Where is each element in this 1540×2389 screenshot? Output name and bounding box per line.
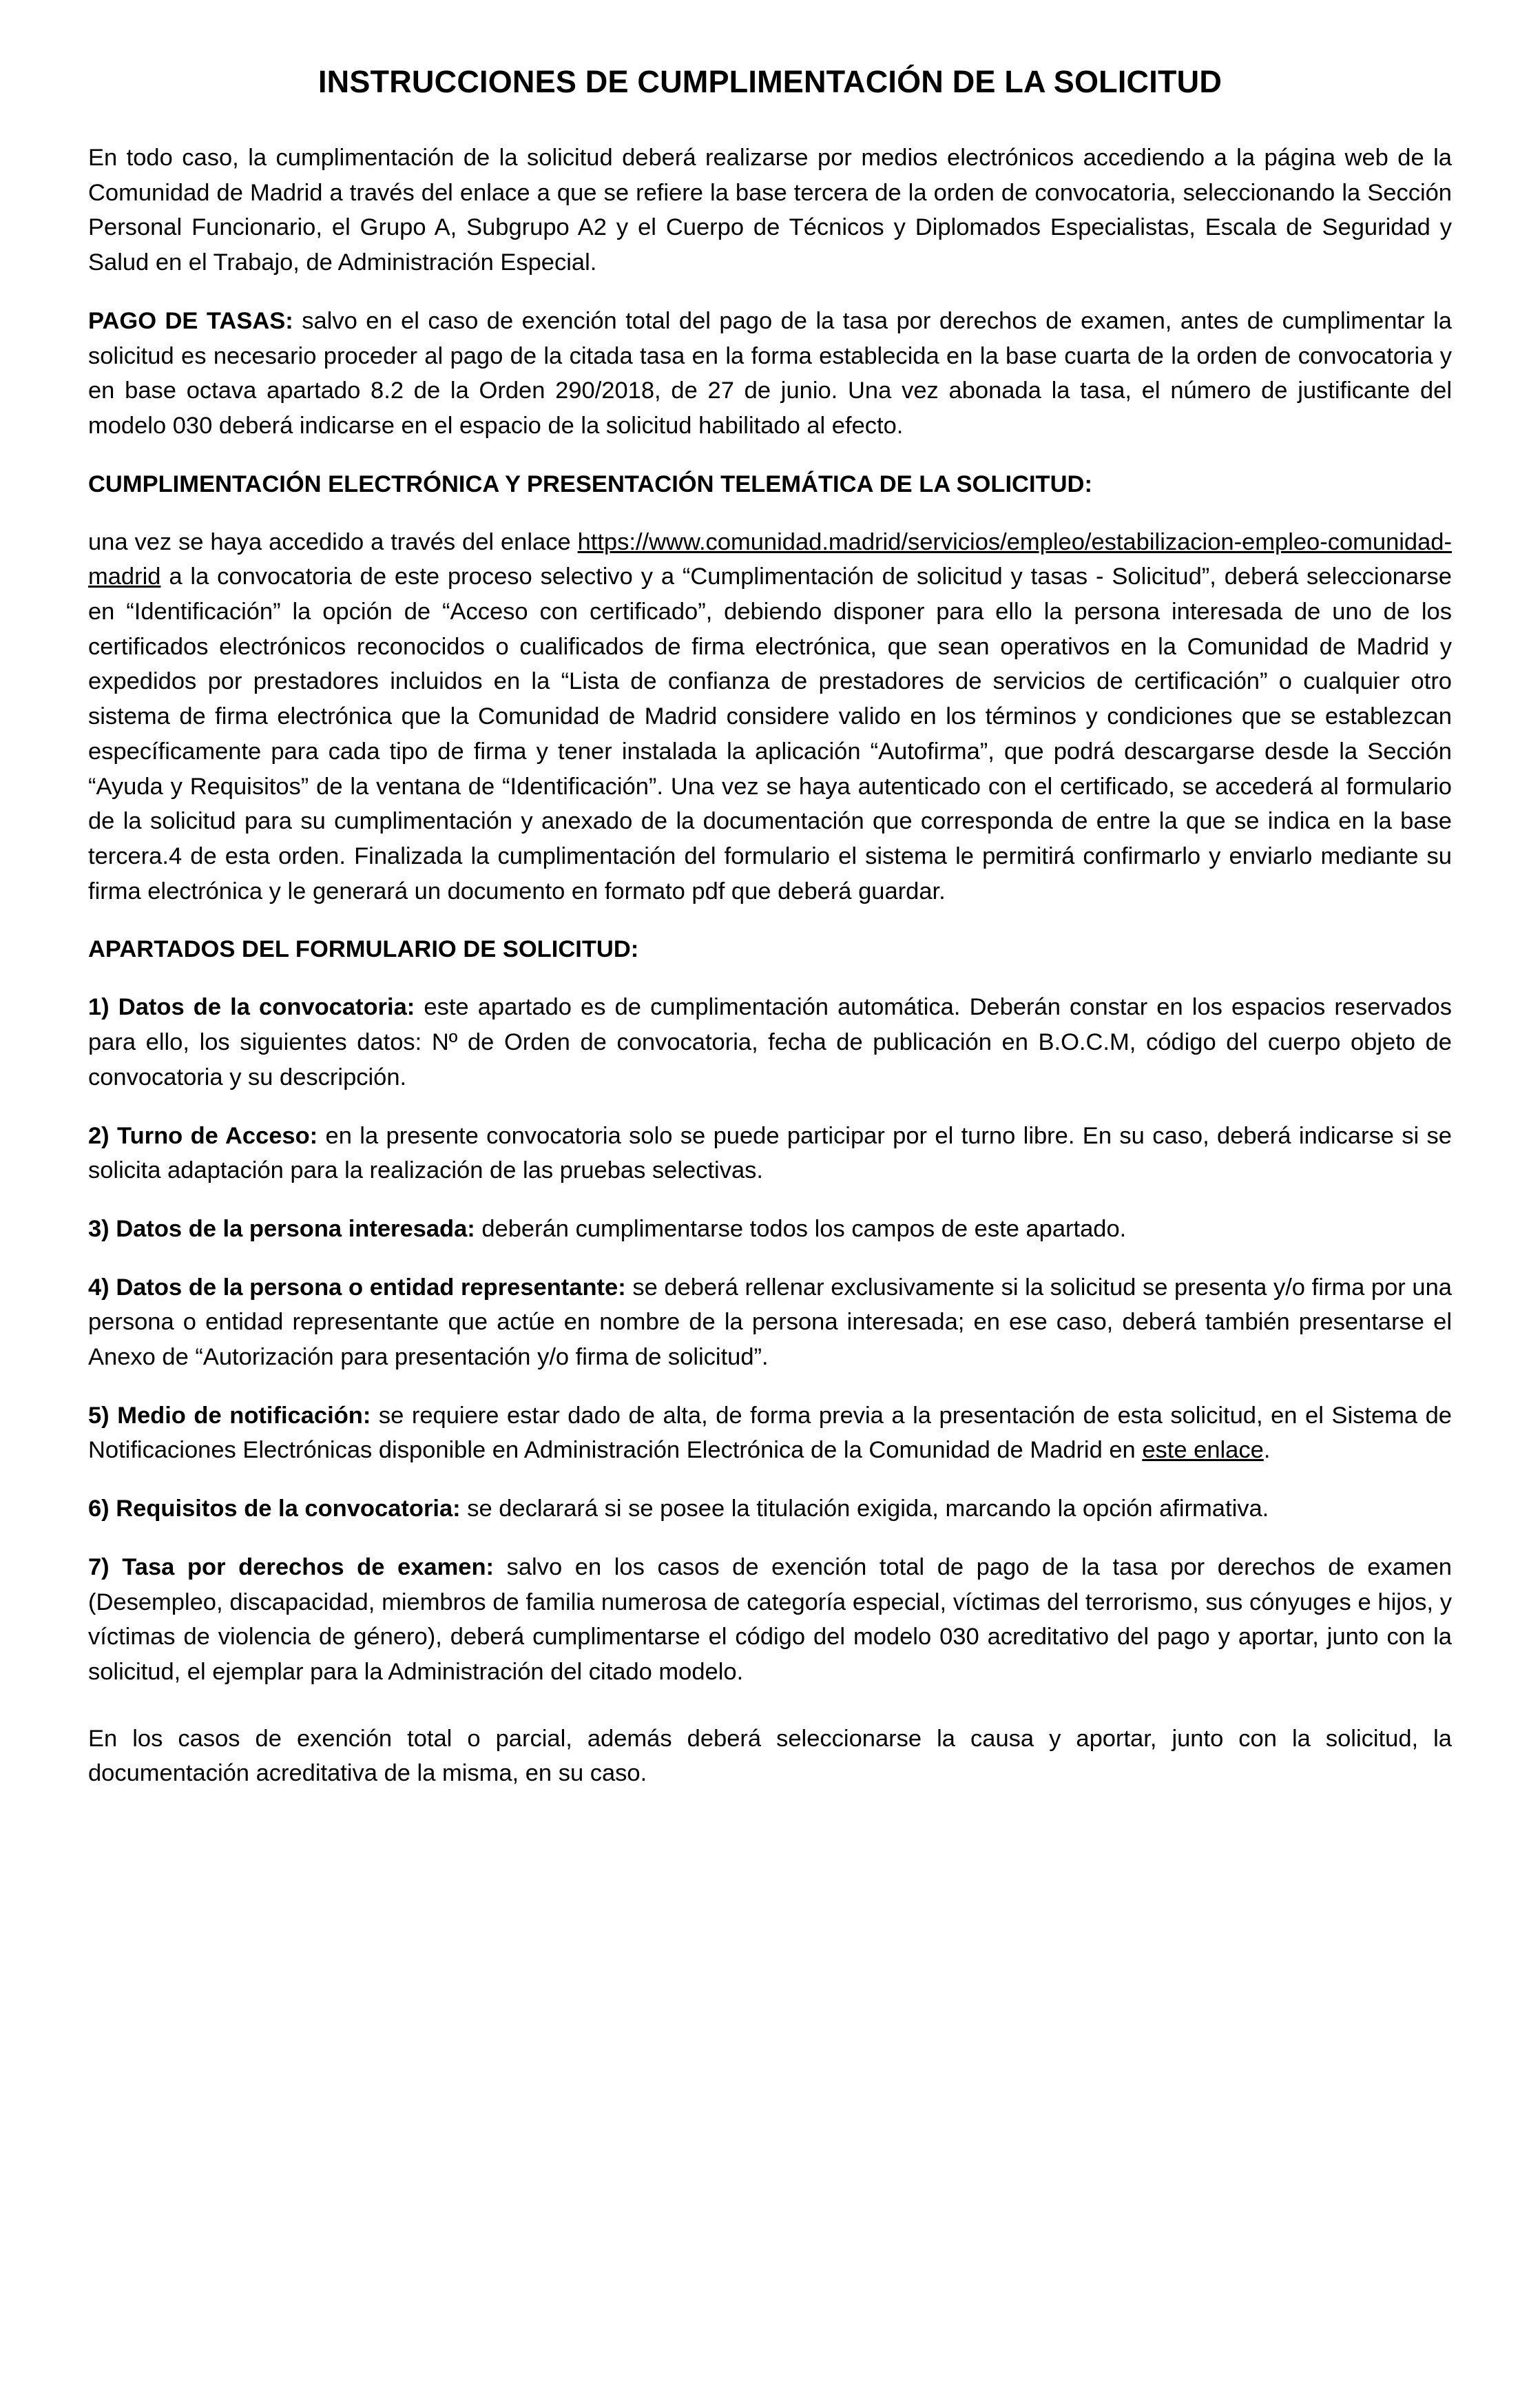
paragraph-closing: En los casos de exención total o parcial, además deberá seleccionarse la causa y aportar, junto con la solicitud, la documentación acreditativa de la misma, en su caso. (88, 1725, 1452, 1787)
item-body: salvo en los casos de exención total de pago de la tasa por derechos de examen (Desempleo, discapacidad, miembros de familia numerosa de categoría especial, víctimas del terrorismo, sus cónyuges e hijos, y víctimas de violencia de género), deberá cumplimentarse el código del modelo 030 acreditativo del pago y aportar, junto con la solicitud, el ejemplar para la Administración del citado modelo. (88, 1553, 1452, 1685)
cumplimentacion-pre-link: una vez se haya accedido a través del enlace (88, 528, 578, 555)
paragraph-intro: En todo caso, la cumplimentación de la solicitud deberá realizarse por medios electrónicos accediendo a la página web de la Comunidad de Madrid a través del enlace a que se refiere la base tercera de la orden de convocatoria, seleccionando la Sección Personal Funcionario, el Grupo A, Subgrupo A2 y el Cuerpo de Técnicos y Diplomados Especialistas, Escala de Seguridad y Salud en el Trabajo, de Administración Especial. (88, 145, 1452, 276)
item-body: se deberá rellenar exclusivamente si la solicitud se presenta y/o firma por una persona o entidad representante que actúe en nombre de la persona interesada; en ese caso, deberá también presentarse el Anexo de “Autorización para presentación y/o firma de solicitud”. (88, 1274, 1452, 1371)
list-item (88, 1270, 1452, 1375)
item-lead: 1) Datos de la convocatoria: (88, 994, 415, 1021)
list-item (88, 1491, 1452, 1527)
list-item (88, 1550, 1452, 1690)
item-body: deberán cumplimentarse todos los campos de este apartado. (475, 1215, 1127, 1242)
list-item (88, 1398, 1452, 1468)
item-body-pre: se requiere estar dado de alta, de forma previa a la presentación de esta solicitud, en el Sistema de Notificaciones Electrónicas disponible en Administración Electrónica de la Comunidad de Madrid en (88, 1402, 1452, 1464)
item-body-post: . (1263, 1437, 1271, 1464)
list-item (88, 1212, 1452, 1247)
pago-tasas-lead: PAGO DE TASAS: (88, 307, 293, 334)
item-body: este apartado es de cumplimentación automática. Deberán constar en los espacios reservados para ello, los siguientes datos: Nº de Orden de convocatoria, fecha de publicación en B.O.C.M, código del cuerpo objeto de convocatoria y su descripción. (88, 994, 1452, 1090)
item-lead: 7) Tasa por derechos de examen: (88, 1553, 495, 1580)
page-title: INSTRUCCIONES DE CUMPLIMENTACIÓN DE LA SOLICITUD (318, 64, 1222, 99)
item-lead: 5) Medio de notificación: (88, 1402, 371, 1429)
item-lead: 2) Turno de Acceso: (88, 1122, 318, 1149)
pago-tasas-body: salvo en el caso de exención total del pago de la tasa por derechos de examen, antes de cumplimentar la solicitud es necesario proceder al pago de la citada tasa en la forma establecida en la base cuarta de la orden de convocatoria y en base octava apartado 8.2 de la Orden 290/2018, de 27 de junio. Una vez abonada la tasa, el número de justificante del modelo 030 deberá indicarse en el espacio de la solicitud habilitado al efecto. (88, 307, 1452, 439)
item-body: en la presente convocatoria solo se puede participar por el turno libre. En su caso, deberá indicarse si se solicita adaptación para la realización de las pruebas selectivas. (88, 1122, 1452, 1184)
heading-cumplimentacion-electronica: CUMPLIMENTACIÓN ELECTRÓNICA Y PRESENTACIÓN TELEMÁTICA DE LA SOLICITUD: (88, 470, 1092, 497)
este-enlace-link[interactable]: este enlace (1142, 1437, 1264, 1464)
paragraph-cumplimentacion (88, 525, 1452, 909)
item-lead: 4) Datos de la persona o entidad representante: (88, 1274, 626, 1301)
comunidad-madrid-link[interactable]: https://www.comunidad.madrid/servicios/empleo/estabilizacion-empleo-comunidad-madrid (88, 528, 1452, 590)
spacer (88, 1713, 1452, 1721)
list-item (88, 990, 1452, 1095)
item-lead: 3) Datos de la persona interesada: (88, 1215, 475, 1242)
list-item (88, 1119, 1452, 1188)
cumplimentacion-post-link: a la convocatoria de este proceso selectivo y a “Cumplimentación de solicitud y tasas - Solicitud”, deberá seleccionarse en “Identificación” la opción de “Acceso con certificado”, debiendo disponer para ello la persona interesada de uno de los certificados electrónicos reconocidos o cualificados de firma electrónica, que sean operativos en la Comunidad de Madrid y expedidos por prestadores incluidos en la “Lista de confianza de prestadores de servicios de certificación” o cualquier otro sistema de firma electrónica que la Comunidad de Madrid considere valido en los términos y condiciones que se establezcan específicamente para cada tipo de firma y tener instalada la aplicación “Autofirma”, que podrá descargarse desde la Sección “Ayuda y Requisitos” de la ventana de “Identificación”. Una vez se haya autenticado con el certificado, se accederá al formulario de la solicitud para su cumplimentación y anexado de la documentación que corresponda de entre la que se indica en la base tercera.4 de esta orden. Finalizada la cumplimentación del formulario el sistema le permitirá confirmarlo y enviarlo mediante su firma electrónica y le generará un documento en formato pdf que deberá guardar. (88, 563, 1452, 904)
item-lead: 6) Requisitos de la convocatoria: (88, 1496, 461, 1522)
item-body: se declarará si se posee la titulación exigida, marcando la opción afirmativa. (460, 1496, 1269, 1522)
heading-apartados-formulario: APARTADOS DEL FORMULARIO DE SOLICITUD: (88, 936, 639, 963)
paragraph-pago-tasas (88, 304, 1452, 444)
